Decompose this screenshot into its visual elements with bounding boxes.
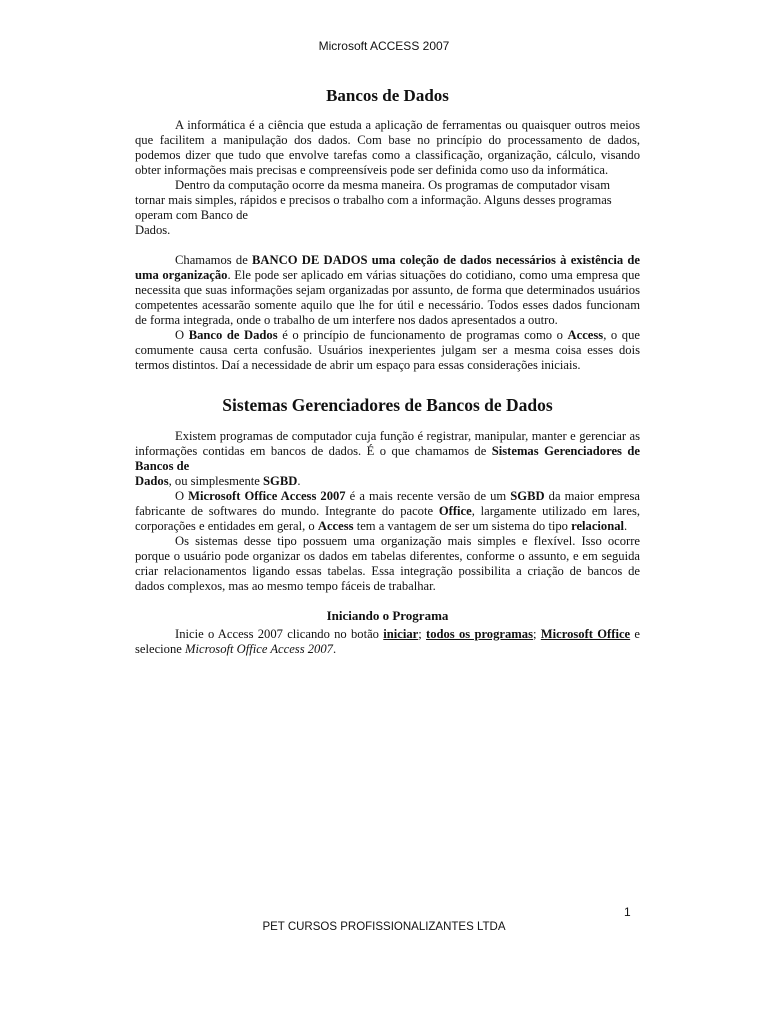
text-span: . Ele pode ser aplicado em várias situações do cotidiano, como uma empresa que necessita que suas informações sejam organizadas por assunto, de forma que determinados usuários competentes acessarão somente aquilo que lhe for útil e necessário. Todos esses dados funcionam de forma integrada, onde o trabalho de um interfere nos dados apresentados a outro. — [135, 268, 640, 327]
bold-term: Dados — [135, 474, 169, 488]
paragraph-microsoft-access — [135, 489, 640, 534]
paragraph-banco-de-dados — [135, 328, 640, 373]
document-body — [135, 86, 640, 657]
separator: ; — [418, 627, 427, 641]
paragraph-chamamos — [135, 253, 640, 328]
bold-term: SGBD — [263, 474, 298, 488]
text-span: O — [175, 328, 189, 342]
paragraph-sistemas: Os sistemas desse tipo possuem uma organização mais simples e flexível. Isso ocorre porque o usuário pode organizar os dados em tabelas diferentes, conforme o assunto, e em seguida criar relacionamentos ligando essas tabelas. Essa integração possibilita a criação de bancos de dados complexos, mas ao mesmo tempo fáceis de trabalhar. — [135, 534, 640, 593]
text-span: Existem programas de computador cuja função é registrar, manipular, manter e gerenciar as informações contidas em bancos de dados. É o que chamamos de — [135, 429, 640, 458]
bold-term: relacional — [571, 519, 625, 533]
bold-term: Access — [317, 519, 354, 533]
text-span: e selecione — [135, 627, 640, 656]
separator: ; — [532, 627, 541, 641]
paragraph-computacao-end: Dados. — [135, 223, 171, 237]
bold-term: Sistemas Gerenciadores de Bancos de — [135, 444, 640, 473]
text-span: . — [297, 474, 301, 488]
bold-term: Banco de Dados — [188, 328, 278, 342]
text-span: O — [175, 489, 189, 503]
link-microsoft-office[interactable]: Microsoft Office — [540, 627, 631, 641]
section-title-sgbd: Sistemas Gerenciadores de Bancos de Dados — [222, 395, 553, 415]
page-header: Microsoft ACCESS 2007 — [318, 39, 450, 53]
link-iniciar[interactable]: iniciar — [383, 627, 419, 641]
text-span: , ou simplesmente — [168, 474, 264, 488]
italic-product-name: Microsoft Office Access 2007 — [185, 642, 333, 656]
text-span: , o que comumente causa certa confusão. Usuários inexperientes julgam ser a mesma coisa esses dois termos distintos. Daí a necessidade de abrir um espaço para essas considerações iniciais. — [135, 328, 640, 372]
text-span: . — [332, 642, 337, 656]
bold-term: Access — [567, 328, 604, 342]
paragraph-computacao-text: Dentro da computação ocorre da mesma maneira. Os programas de computador visam tornar mais simples, rápidos e precisos o trabalho com a informação. Alguns desses programas operam com Banco de — [135, 178, 612, 222]
text-span: Chamamos de — [175, 253, 253, 267]
text-span: é a mais recente versão de um — [345, 489, 511, 503]
paragraph-inicie — [135, 627, 640, 657]
bold-term: Microsoft Office Access 2007 — [188, 489, 346, 503]
text-span: tem a vantagem de ser um sistema do tipo — [353, 519, 572, 533]
text-span: Inicie o Access 2007 clicando no botão — [175, 627, 384, 641]
text-span: , largamente utilizado em lares, corporações e entidades em geral, o — [135, 504, 640, 533]
text-span: . — [624, 519, 628, 533]
bold-term: Office — [438, 504, 472, 518]
link-todos-os-programas[interactable]: todos os programas — [426, 627, 533, 641]
page-footer: PET CURSOS PROFISSIONALIZANTES LTDA — [262, 921, 506, 933]
page-number: 1 — [624, 905, 631, 919]
bold-term: SGBD — [510, 489, 545, 503]
section-title-iniciando: Iniciando o Programa — [326, 608, 449, 623]
paragraph-informatica: A informática é a ciência que estuda a aplicação de ferramentas ou quaisquer outros meios que facilitem a manipulação dos dados. Com base no princípio do processamento de dados, podemos dizer que tudo que envolve tarefas como a classificação, organização, cálculo, visando obter informações mais precisas e compreensíveis pode ser definida como uso da informática. — [135, 118, 640, 177]
text-span: da maior empresa fabricante de softwares do mundo. Integrante do pacote — [135, 489, 641, 518]
text-span: é o princípio de funcionamento de programas como o — [277, 328, 568, 342]
paragraph-existem — [135, 429, 640, 489]
section-title-bancos-de-dados: Bancos de Dados — [326, 86, 449, 105]
bold-definition: BANCO DE DADOS uma coleção de dados necessários à existência de uma organização — [135, 253, 640, 282]
paragraph-computacao — [135, 178, 640, 238]
